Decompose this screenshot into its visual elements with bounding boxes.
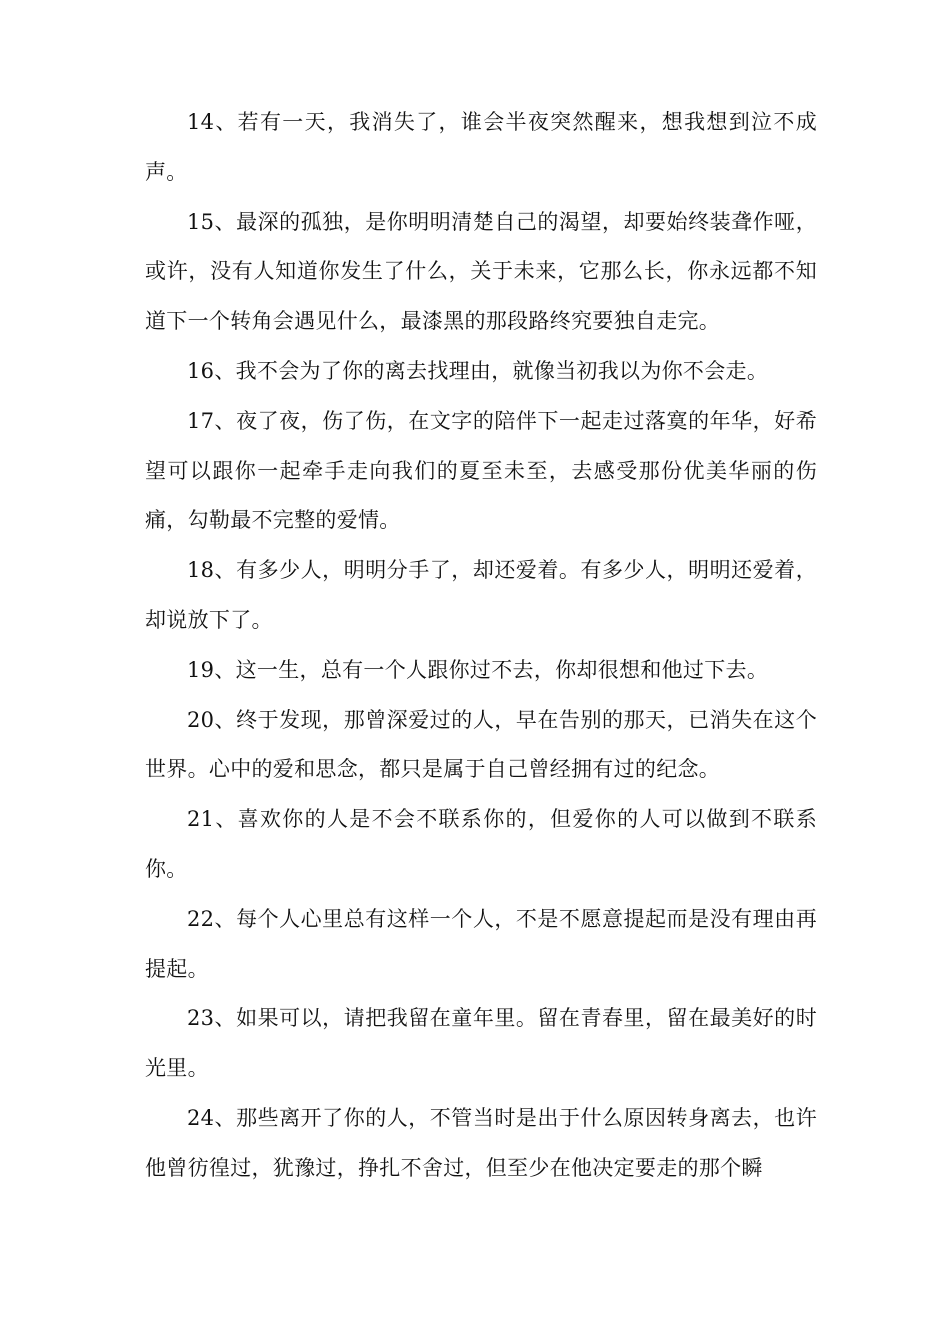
paragraph-18: 18、有多少人，明明分手了，却还爱着。有多少人，明明还爱着，却说放下了。: [145, 558, 817, 632]
paragraph-16: 16、我不会为了你的离去找理由，就像当初我以为你不会走。: [187, 358, 769, 383]
paragraph-14: 14、若有一天，我消失了，谁会半夜突然醒来，想我想到泣不成声。: [145, 110, 817, 184]
paragraph-19: 19、这一生，总有一个人跟你过不去，你却很想和他过下去。: [187, 657, 769, 682]
paragraph-20: 20、终于发现，那曾深爱过的人，早在告别的那天，已消失在这个世界。心中的爱和思念，都只是属于自己曾经拥有过的纪念。: [145, 707, 817, 782]
paragraph-22: 22、每个人心里总有这样一个人，不是不愿意提起而是没有理由再提起。: [145, 906, 817, 981]
document-body: [145, 98, 817, 1194]
paragraph-15: 15、最深的孤独，是你明明清楚自己的渴望，却要始终装聋作哑，或许，没有人知道你发生了什么，关于未来，它那么长，你永远都不知道下一个转角会遇见什么，最漆黑的那段路终究要独自走完。: [145, 209, 817, 334]
paragraph-23: 23、如果可以，请把我留在童年里。留在青春里，留在最美好的时光里。: [145, 1006, 817, 1081]
paragraph-21: 21、喜欢你的人是不会不联系你的，但爱你的人可以做到不联系你。: [145, 807, 817, 881]
paragraph-17: 17、夜了夜，伤了伤，在文字的陪伴下一起走过落寞的年华，好希望可以跟你一起牵手走向我们的夏至未至，去感受那份优美华丽的伤痛，勾勒最不完整的爱情。: [145, 408, 817, 533]
paragraph-24: 24、那些离开了你的人，不管当时是出于什么原因转身离去，也许他曾彷徨过，犹豫过，挣扎不舍过，但至少在他决定要走的那个瞬: [145, 1105, 817, 1180]
